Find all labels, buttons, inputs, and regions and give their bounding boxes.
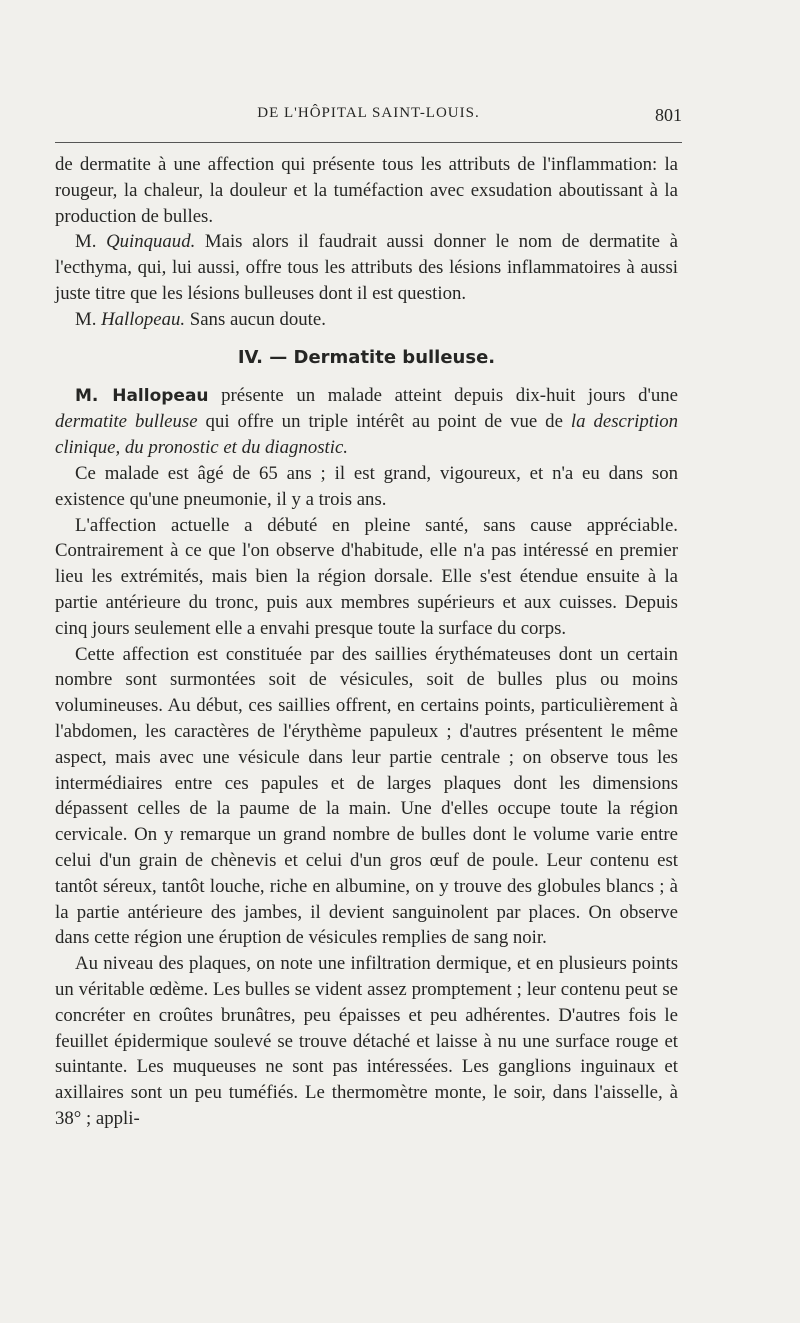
text-run: qui offre un triple intérêt au point de vue de bbox=[197, 411, 571, 433]
paragraph-quinquaud bbox=[55, 229, 678, 306]
running-title: DE L'HÔPITAL SAINT-LOUIS. bbox=[257, 105, 480, 121]
presenter-name: M. Hallopeau bbox=[75, 385, 209, 406]
header-rule bbox=[55, 142, 682, 143]
paragraph-onset: L'affection actuelle a débuté en pleine santé, sans cause appréciable. Contrairement à ce que l'on observe d'habitude, elle n'a pas intéressé en premier lieu les extrémités, mais bien la région dorsale. Elle s'est étendue ensuite à la partie antérieure du tronc, puis aux membres supérieurs et aux cuisses. Depuis cinq jours seulement elle a envahi presque toute la surface du corps. bbox=[55, 514, 678, 639]
speaker-name-quinquaud: Quinquaud. bbox=[106, 231, 196, 253]
section-heading: IV. — Dermatite bulleuse. bbox=[237, 346, 496, 368]
speech-text: Sans aucun doute. bbox=[185, 308, 326, 330]
speaker-prefix: M. bbox=[75, 231, 107, 253]
paragraph-plaques: Au niveau des plaques, on note une infiltration dermique, et en plusieurs points un véritable œdème. Les bulles se vident assez promptement ; leur contenu peut se concréter en croûtes brunâtres, peu épaisses et peu adhérentes. D'autres fois le feuillet épidermique soulevé se trouve détaché et laisse à nu une surface rouge et suintante. Les muqueuses ne sont pas intéressées. Les ganglions inguinaux et axillaires sont un peu tuméfiés. Le thermomètre monte, le soir, dans l'aisselle, à 38° ; appli- bbox=[55, 953, 678, 1129]
paragraph-continuation: de dermatite à une affection qui présente tous les attributs de l'inflammation: la rougeur, la chaleur, la douleur et la tuméfaction avec exsudation aboutissant à la production de bulles. bbox=[55, 154, 678, 227]
speaker-prefix: M. bbox=[75, 308, 102, 330]
italic-phrase: la description clinique, du pronostic et du diagnostic. bbox=[55, 411, 679, 459]
text-run: présente un malade atteint depuis dix-huit jours d'une bbox=[208, 384, 678, 406]
paragraph-presentation bbox=[55, 383, 678, 461]
body-text bbox=[55, 152, 678, 1132]
italic-term: dermatite bulleuse bbox=[55, 411, 198, 433]
paragraph-lesion-description: Cette affection est constituée par des saillies érythémateuses dont un certain nombre sont surmontées soit de vésicules, soit de bulles plus ou moins volumineuses. Au début, ces saillies offrent, en certains points, particulièrement à l'abdomen, les caractères de l'érythème papuleux ; d'autres présentent le même aspect, mais avec une vésicule dans leur partie centrale ; on observe tous les intermédiaires entre ces papules et de larges plaques dont les dimensions dépassent celles de la paume de la main. Une d'elles occupe toute la région cervicale. On y remarque un grand nombre de bulles dont le volume varie entre celui d'un grain de chènevis et celui d'un gros œuf de poule. Leur contenu est tantôt séreux, tantôt louche, riche en albumine, on y trouve des globules blancs ; à la partie antérieure des jambes, il devient sanguinolent par places. On observe dans cette région une éruption de vésicules remplies de sang noir. bbox=[55, 643, 678, 949]
paragraph-hallopeau-reply bbox=[55, 307, 678, 333]
paragraph-patient-history: Ce malade est âgé de 65 ans ; il est grand, vigoureux, et n'a eu dans son existence qu'une pneumonie, il y a trois ans. bbox=[55, 462, 678, 510]
page-number: 801 bbox=[655, 105, 682, 125]
speech-text: Mais alors il faudrait aussi donner le nom de dermatite à l'ecthyma, qui, lui aussi, offre tous les attributs des lésions inflammatoires à aussi juste titre que les lésions bulleuses dont il est question. bbox=[55, 231, 678, 304]
speaker-name-hallopeau: Hallopeau. bbox=[101, 308, 186, 330]
running-header bbox=[55, 105, 682, 129]
